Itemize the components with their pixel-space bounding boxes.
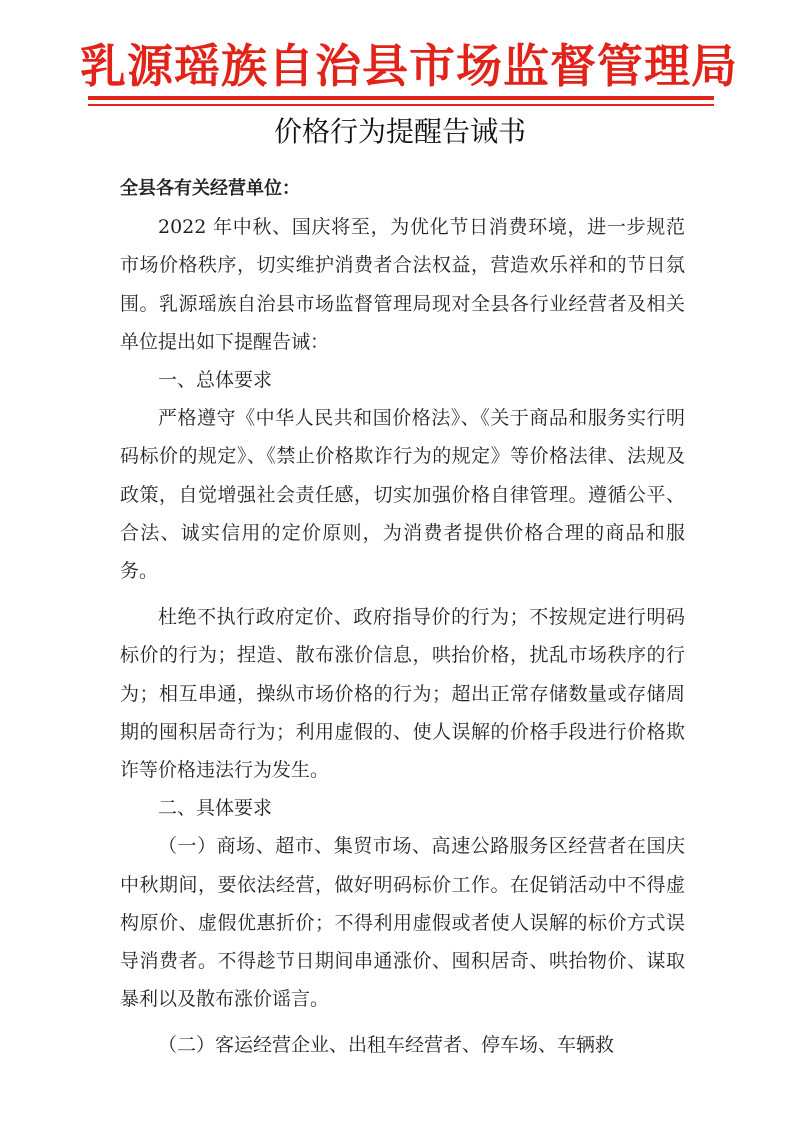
paragraph-item-1: （一）商场、超市、集贸市场、高速公路服务区经营者在国庆中秋期间，要依法经营，做好明码标价工作。在促销活动中不得虚构原价、虚假优惠折价；不得利用虚假或者使人误解的标价方式误导消费者。不得趁节日期间串通涨价、囤积居奇、哄抬物价、谋取暴利以及散布涨价谣言。 [120, 835, 685, 1011]
salutation: 全县各有关经营单位： [120, 178, 300, 199]
paragraph-intro: 2022 年中秋、国庆将至，为优化节日消费环境，进一步规范市场价格秩序，切实维护消费者合法权益，营造欢乐祥和的节日氛围。乳源瑶族自治县市场监督管理局现对全县各行业经营者及相关单位提出如下提醒告诫： [120, 216, 685, 353]
paragraph-general-requirements: 严格遵守《中华人民共和国价格法》、《关于商品和服务实行明码标价的规定》、《禁止价格欺诈行为的规定》等价格法律、法规及政策，自觉增强社会责任感，切实加强价格自律管理。遵循公平、合法、诚实信用的定价原则，为消费者提供价格合理的商品和服务。 [120, 407, 685, 583]
section-heading-specific: 二、具体要求 [158, 797, 273, 820]
paragraph-item-2: （二）客运经营企业、出租车经营者、停车场、车辆救 [158, 1034, 615, 1057]
section-heading-general: 一、总体要求 [158, 369, 273, 392]
paragraph-prohibited-behaviors: 杜绝不执行政府定价、政府指导价的行为；不按规定进行明码标价的行为；捏造、散布涨价信息，哄抬价格，扰乱市场秩序的行为；相互串通，操纵市场价格的行为；超出正常存储数量或存储周期的囤积居奇行为；利用虚假的、使人误解的价格手段进行价格欺诈等价格违法行为发生。 [120, 606, 685, 782]
header-rule-thin [88, 104, 714, 106]
document-body [120, 170, 685, 1065]
organization-header: 乳源瑶族自治县市场监督管理局 [80, 39, 738, 93]
document-title: 价格行为提醒告诫书 [273, 115, 526, 148]
header-rule-thick [88, 96, 714, 100]
